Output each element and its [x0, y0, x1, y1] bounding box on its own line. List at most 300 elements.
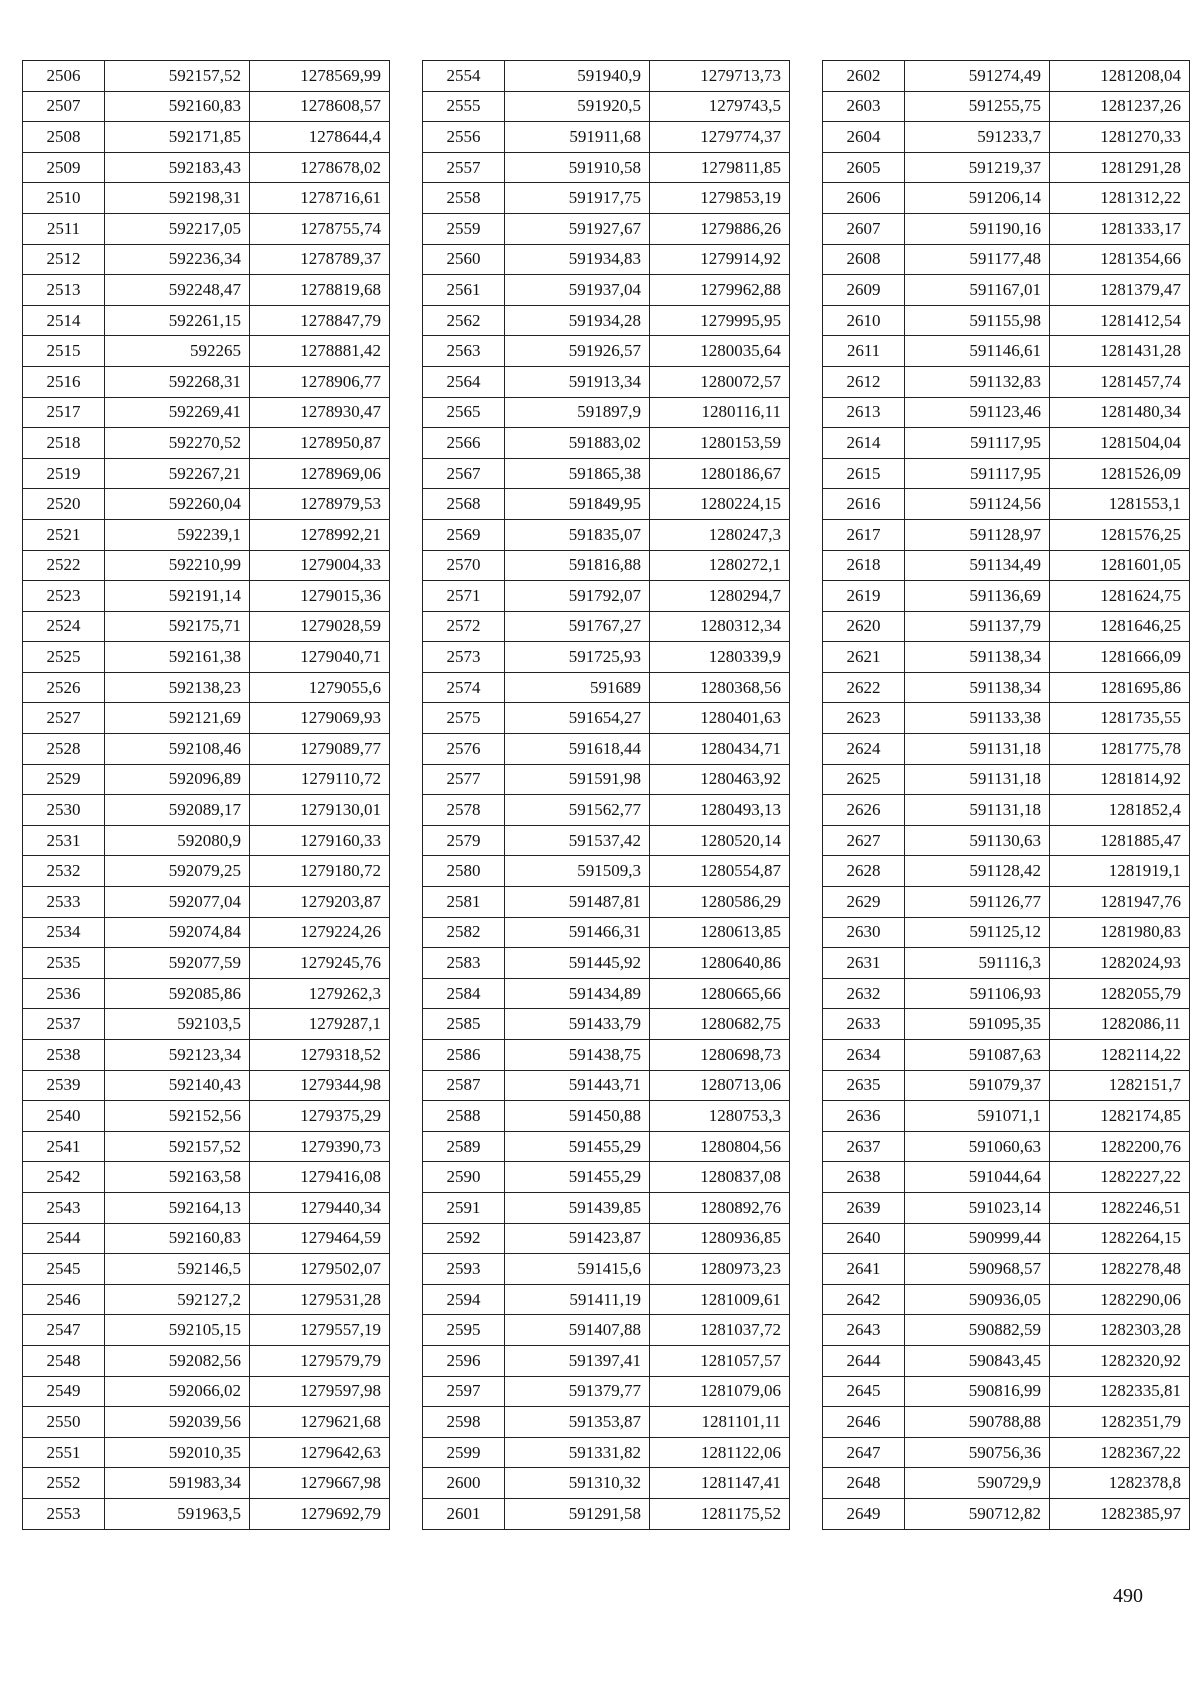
y-coordinate-cell: 1282385,97 [1050, 1498, 1190, 1529]
y-coordinate-cell: 1279557,19 [250, 1315, 390, 1346]
x-coordinate-cell: 591654,27 [505, 703, 650, 734]
y-coordinate-cell: 1280682,75 [650, 1009, 790, 1040]
y-coordinate-cell: 1278930,47 [250, 397, 390, 428]
x-coordinate-cell: 591509,3 [505, 856, 650, 887]
point-number-cell: 2626 [823, 795, 905, 826]
y-coordinate-cell: 1281919,1 [1050, 856, 1190, 887]
x-coordinate-cell: 592080,9 [105, 825, 250, 856]
y-coordinate-cell: 1280153,59 [650, 428, 790, 459]
y-coordinate-cell: 1279692,79 [250, 1498, 390, 1529]
point-number-cell: 2516 [23, 366, 105, 397]
table-row [823, 1284, 1190, 1315]
x-coordinate-cell: 590729,9 [905, 1468, 1050, 1499]
point-number-cell: 2601 [423, 1498, 505, 1529]
x-coordinate-cell: 591591,98 [505, 764, 650, 795]
x-coordinate-cell: 591792,07 [505, 581, 650, 612]
table-row [23, 61, 390, 92]
table-row [23, 1468, 390, 1499]
y-coordinate-cell: 1281312,22 [1050, 183, 1190, 214]
x-coordinate-cell: 591128,97 [905, 519, 1050, 550]
point-number-cell: 2567 [423, 458, 505, 489]
x-coordinate-cell: 591439,85 [505, 1192, 650, 1223]
table-row [23, 795, 390, 826]
y-coordinate-cell: 1280247,3 [650, 519, 790, 550]
point-number-cell: 2615 [823, 458, 905, 489]
point-number-cell: 2561 [423, 275, 505, 306]
point-number-cell: 2649 [823, 1498, 905, 1529]
x-coordinate-cell: 591136,69 [905, 581, 1050, 612]
table-row [423, 428, 790, 459]
x-coordinate-cell: 591934,28 [505, 305, 650, 336]
point-number-cell: 2531 [23, 825, 105, 856]
x-coordinate-cell: 591910,58 [505, 152, 650, 183]
y-coordinate-cell: 1278979,53 [250, 489, 390, 520]
x-coordinate-cell: 592079,25 [105, 856, 250, 887]
x-coordinate-cell: 591963,5 [105, 1498, 250, 1529]
y-coordinate-cell: 1280613,85 [650, 917, 790, 948]
point-number-cell: 2513 [23, 275, 105, 306]
point-number-cell: 2634 [823, 1040, 905, 1071]
x-coordinate-cell: 592164,13 [105, 1192, 250, 1223]
x-coordinate-cell: 590936,05 [905, 1284, 1050, 1315]
table-row [23, 978, 390, 1009]
table-row [423, 1468, 790, 1499]
point-number-cell: 2619 [823, 581, 905, 612]
table-row [823, 1162, 1190, 1193]
x-coordinate-cell: 592269,41 [105, 397, 250, 428]
x-coordinate-cell: 591865,38 [505, 458, 650, 489]
x-coordinate-cell: 591443,71 [505, 1070, 650, 1101]
y-coordinate-cell: 1279110,72 [250, 764, 390, 795]
y-coordinate-cell: 1280368,56 [650, 672, 790, 703]
table-row [823, 1376, 1190, 1407]
table-row [23, 1376, 390, 1407]
y-coordinate-cell: 1280753,3 [650, 1101, 790, 1132]
table-row [23, 1407, 390, 1438]
point-number-cell: 2583 [423, 948, 505, 979]
point-number-cell: 2577 [423, 764, 505, 795]
table-row [823, 275, 1190, 306]
x-coordinate-cell: 591407,88 [505, 1315, 650, 1346]
point-number-cell: 2607 [823, 213, 905, 244]
point-number-cell: 2538 [23, 1040, 105, 1071]
y-coordinate-cell: 1280837,08 [650, 1162, 790, 1193]
x-coordinate-cell: 591911,68 [505, 122, 650, 153]
x-coordinate-cell: 591146,61 [905, 336, 1050, 367]
point-number-cell: 2518 [23, 428, 105, 459]
point-number-cell: 2585 [423, 1009, 505, 1040]
y-coordinate-cell: 1282246,51 [1050, 1192, 1190, 1223]
y-coordinate-cell: 1280463,92 [650, 764, 790, 795]
point-number-cell: 2589 [423, 1131, 505, 1162]
point-number-cell: 2511 [23, 213, 105, 244]
coordinate-table-1 [22, 60, 390, 1530]
y-coordinate-cell: 1280186,67 [650, 458, 790, 489]
table-row [823, 183, 1190, 214]
x-coordinate-cell: 591274,49 [905, 61, 1050, 92]
table-row [423, 581, 790, 612]
table-row [23, 1254, 390, 1285]
y-coordinate-cell: 1278881,42 [250, 336, 390, 367]
point-number-cell: 2632 [823, 978, 905, 1009]
y-coordinate-cell: 1281208,04 [1050, 61, 1190, 92]
y-coordinate-cell: 1279464,59 [250, 1223, 390, 1254]
x-coordinate-cell: 592183,43 [105, 152, 250, 183]
point-number-cell: 2555 [423, 91, 505, 122]
y-coordinate-cell: 1281101,11 [650, 1407, 790, 1438]
point-number-cell: 2542 [23, 1162, 105, 1193]
x-coordinate-cell: 591138,34 [905, 642, 1050, 673]
table-row [23, 366, 390, 397]
table-row [823, 978, 1190, 1009]
table-row [823, 1345, 1190, 1376]
point-number-cell: 2517 [23, 397, 105, 428]
x-coordinate-cell: 592089,17 [105, 795, 250, 826]
table-row [823, 428, 1190, 459]
point-number-cell: 2647 [823, 1437, 905, 1468]
table-row [23, 428, 390, 459]
table-row [423, 795, 790, 826]
y-coordinate-cell: 1281980,83 [1050, 917, 1190, 948]
y-coordinate-cell: 1280665,66 [650, 978, 790, 1009]
x-coordinate-cell: 592160,83 [105, 1223, 250, 1254]
y-coordinate-cell: 1281122,06 [650, 1437, 790, 1468]
table-row [423, 1131, 790, 1162]
point-number-cell: 2553 [23, 1498, 105, 1529]
point-number-cell: 2552 [23, 1468, 105, 1499]
x-coordinate-cell: 592123,34 [105, 1040, 250, 1071]
table-row [23, 672, 390, 703]
x-coordinate-cell: 592077,59 [105, 948, 250, 979]
x-coordinate-cell: 591434,89 [505, 978, 650, 1009]
y-coordinate-cell: 1279440,34 [250, 1192, 390, 1223]
y-coordinate-cell: 1280892,76 [650, 1192, 790, 1223]
table-row [23, 948, 390, 979]
x-coordinate-cell: 591131,18 [905, 764, 1050, 795]
x-coordinate-cell: 592198,31 [105, 183, 250, 214]
table-row [823, 703, 1190, 734]
point-number-cell: 2602 [823, 61, 905, 92]
point-number-cell: 2554 [423, 61, 505, 92]
x-coordinate-cell: 591167,01 [905, 275, 1050, 306]
x-coordinate-cell: 591117,95 [905, 428, 1050, 459]
x-coordinate-cell: 591124,56 [905, 489, 1050, 520]
point-number-cell: 2638 [823, 1162, 905, 1193]
y-coordinate-cell: 1280294,7 [650, 581, 790, 612]
x-coordinate-cell: 591445,92 [505, 948, 650, 979]
table-row [823, 397, 1190, 428]
x-coordinate-cell: 592103,5 [105, 1009, 250, 1040]
x-coordinate-cell: 592108,46 [105, 734, 250, 765]
point-number-cell: 2637 [823, 1131, 905, 1162]
x-coordinate-cell: 591816,88 [505, 550, 650, 581]
x-coordinate-cell: 591071,1 [905, 1101, 1050, 1132]
y-coordinate-cell: 1281237,26 [1050, 91, 1190, 122]
table-row [23, 244, 390, 275]
y-coordinate-cell: 1282024,93 [1050, 948, 1190, 979]
x-coordinate-cell: 591423,87 [505, 1223, 650, 1254]
y-coordinate-cell: 1279180,72 [250, 856, 390, 887]
y-coordinate-cell: 1282378,8 [1050, 1468, 1190, 1499]
y-coordinate-cell: 1281695,86 [1050, 672, 1190, 703]
table-row [423, 887, 790, 918]
point-number-cell: 2546 [23, 1284, 105, 1315]
x-coordinate-cell: 591883,02 [505, 428, 650, 459]
table-row [23, 1070, 390, 1101]
point-number-cell: 2535 [23, 948, 105, 979]
y-coordinate-cell: 1282367,22 [1050, 1437, 1190, 1468]
point-number-cell: 2611 [823, 336, 905, 367]
table-row [423, 1437, 790, 1468]
point-number-cell: 2515 [23, 336, 105, 367]
y-coordinate-cell: 1281037,72 [650, 1315, 790, 1346]
table-row [823, 825, 1190, 856]
x-coordinate-cell: 592039,56 [105, 1407, 250, 1438]
y-coordinate-cell: 1281057,57 [650, 1345, 790, 1376]
x-coordinate-cell: 591450,88 [505, 1101, 650, 1132]
x-coordinate-cell: 590843,45 [905, 1345, 1050, 1376]
point-number-cell: 2648 [823, 1468, 905, 1499]
x-coordinate-cell: 591079,37 [905, 1070, 1050, 1101]
y-coordinate-cell: 1278716,61 [250, 183, 390, 214]
x-coordinate-cell: 592105,15 [105, 1315, 250, 1346]
x-coordinate-cell: 591455,29 [505, 1162, 650, 1193]
point-number-cell: 2603 [823, 91, 905, 122]
point-number-cell: 2586 [423, 1040, 505, 1071]
point-number-cell: 2539 [23, 1070, 105, 1101]
table-row [23, 642, 390, 673]
y-coordinate-cell: 1281646,25 [1050, 611, 1190, 642]
point-number-cell: 2528 [23, 734, 105, 765]
point-number-cell: 2622 [823, 672, 905, 703]
point-number-cell: 2571 [423, 581, 505, 612]
y-coordinate-cell: 1279642,63 [250, 1437, 390, 1468]
x-coordinate-cell: 591060,63 [905, 1131, 1050, 1162]
table-row [23, 213, 390, 244]
point-number-cell: 2537 [23, 1009, 105, 1040]
point-number-cell: 2550 [23, 1407, 105, 1438]
x-coordinate-cell: 591983,34 [105, 1468, 250, 1499]
table-row [423, 1162, 790, 1193]
x-coordinate-cell: 591934,83 [505, 244, 650, 275]
y-coordinate-cell: 1282278,48 [1050, 1254, 1190, 1285]
x-coordinate-cell: 591920,5 [505, 91, 650, 122]
y-coordinate-cell: 1282320,92 [1050, 1345, 1190, 1376]
point-number-cell: 2639 [823, 1192, 905, 1223]
x-coordinate-cell: 591138,34 [905, 672, 1050, 703]
table-row [423, 244, 790, 275]
x-coordinate-cell: 592210,99 [105, 550, 250, 581]
y-coordinate-cell: 1278678,02 [250, 152, 390, 183]
point-number-cell: 2604 [823, 122, 905, 153]
y-coordinate-cell: 1282335,81 [1050, 1376, 1190, 1407]
table-row [23, 825, 390, 856]
point-number-cell: 2582 [423, 917, 505, 948]
y-coordinate-cell: 1279375,29 [250, 1101, 390, 1132]
table-row [823, 642, 1190, 673]
table-row [23, 1192, 390, 1223]
x-coordinate-cell: 591397,41 [505, 1345, 650, 1376]
y-coordinate-cell: 1282303,28 [1050, 1315, 1190, 1346]
point-number-cell: 2562 [423, 305, 505, 336]
y-coordinate-cell: 1279531,28 [250, 1284, 390, 1315]
y-coordinate-cell: 1279318,52 [250, 1040, 390, 1071]
y-coordinate-cell: 1279502,07 [250, 1254, 390, 1285]
point-number-cell: 2568 [423, 489, 505, 520]
x-coordinate-cell: 591177,48 [905, 244, 1050, 275]
point-number-cell: 2547 [23, 1315, 105, 1346]
point-number-cell: 2608 [823, 244, 905, 275]
y-coordinate-cell: 1279416,08 [250, 1162, 390, 1193]
x-coordinate-cell: 591917,75 [505, 183, 650, 214]
point-number-cell: 2587 [423, 1070, 505, 1101]
x-coordinate-cell: 591132,83 [905, 366, 1050, 397]
y-coordinate-cell: 1281852,4 [1050, 795, 1190, 826]
y-coordinate-cell: 1279203,87 [250, 887, 390, 918]
table-row [823, 489, 1190, 520]
table-row [823, 611, 1190, 642]
x-coordinate-cell: 591134,49 [905, 550, 1050, 581]
table-row [423, 122, 790, 153]
table-row [23, 1284, 390, 1315]
point-number-cell: 2595 [423, 1315, 505, 1346]
x-coordinate-cell: 592066,02 [105, 1376, 250, 1407]
point-number-cell: 2519 [23, 458, 105, 489]
y-coordinate-cell: 1279774,37 [650, 122, 790, 153]
table-row [823, 1498, 1190, 1529]
y-coordinate-cell: 1281480,34 [1050, 397, 1190, 428]
y-coordinate-cell: 1281333,17 [1050, 213, 1190, 244]
table-row [823, 672, 1190, 703]
point-number-cell: 2566 [423, 428, 505, 459]
x-coordinate-cell: 590999,44 [905, 1223, 1050, 1254]
x-coordinate-cell: 592121,69 [105, 703, 250, 734]
x-coordinate-cell: 591131,18 [905, 795, 1050, 826]
y-coordinate-cell: 1279914,92 [650, 244, 790, 275]
y-coordinate-cell: 1278906,77 [250, 366, 390, 397]
coordinate-table-3 [822, 60, 1190, 1530]
x-coordinate-cell: 591725,93 [505, 642, 650, 673]
point-number-cell: 2605 [823, 152, 905, 183]
y-coordinate-cell: 1278819,68 [250, 275, 390, 306]
y-coordinate-cell: 1280272,1 [650, 550, 790, 581]
table-row [423, 764, 790, 795]
x-coordinate-cell: 592082,56 [105, 1345, 250, 1376]
table-row [23, 550, 390, 581]
y-coordinate-cell: 1280804,56 [650, 1131, 790, 1162]
point-number-cell: 2569 [423, 519, 505, 550]
point-number-cell: 2507 [23, 91, 105, 122]
table-row [823, 948, 1190, 979]
table-row [823, 1131, 1190, 1162]
y-coordinate-cell: 1281504,04 [1050, 428, 1190, 459]
table-row [23, 703, 390, 734]
y-coordinate-cell: 1281354,66 [1050, 244, 1190, 275]
y-coordinate-cell: 1278969,06 [250, 458, 390, 489]
x-coordinate-cell: 591131,18 [905, 734, 1050, 765]
y-coordinate-cell: 1281885,47 [1050, 825, 1190, 856]
point-number-cell: 2558 [423, 183, 505, 214]
table-row [423, 1192, 790, 1223]
y-coordinate-cell: 1279069,93 [250, 703, 390, 734]
table-row [23, 91, 390, 122]
y-coordinate-cell: 1279224,26 [250, 917, 390, 948]
table-row [823, 458, 1190, 489]
point-number-cell: 2533 [23, 887, 105, 918]
point-number-cell: 2572 [423, 611, 505, 642]
table-row [423, 1315, 790, 1346]
point-number-cell: 2588 [423, 1101, 505, 1132]
point-number-cell: 2598 [423, 1407, 505, 1438]
y-coordinate-cell: 1279962,88 [650, 275, 790, 306]
y-coordinate-cell: 1279743,5 [650, 91, 790, 122]
table-row [423, 519, 790, 550]
y-coordinate-cell: 1279621,68 [250, 1407, 390, 1438]
point-number-cell: 2523 [23, 581, 105, 612]
table-row [23, 764, 390, 795]
point-number-cell: 2526 [23, 672, 105, 703]
table-row [823, 1254, 1190, 1285]
table-row [823, 1315, 1190, 1346]
point-number-cell: 2565 [423, 397, 505, 428]
y-coordinate-cell: 1278569,99 [250, 61, 390, 92]
x-coordinate-cell: 591835,07 [505, 519, 650, 550]
y-coordinate-cell: 1279811,85 [650, 152, 790, 183]
table-row [423, 489, 790, 520]
y-coordinate-cell: 1279004,33 [250, 550, 390, 581]
x-coordinate-cell: 592236,34 [105, 244, 250, 275]
point-number-cell: 2514 [23, 305, 105, 336]
table-row [423, 458, 790, 489]
x-coordinate-cell: 592175,71 [105, 611, 250, 642]
x-coordinate-cell: 591415,6 [505, 1254, 650, 1285]
x-coordinate-cell: 592146,5 [105, 1254, 250, 1285]
table-row [23, 1345, 390, 1376]
x-coordinate-cell: 592191,14 [105, 581, 250, 612]
point-number-cell: 2644 [823, 1345, 905, 1376]
point-number-cell: 2631 [823, 948, 905, 979]
table-row [823, 1101, 1190, 1132]
table-row [823, 1407, 1190, 1438]
table-row [423, 917, 790, 948]
x-coordinate-cell: 591219,37 [905, 152, 1050, 183]
table-row [23, 1223, 390, 1254]
y-coordinate-cell: 1279130,01 [250, 795, 390, 826]
y-coordinate-cell: 1279667,98 [250, 1468, 390, 1499]
table-row [23, 1162, 390, 1193]
y-coordinate-cell: 1281379,47 [1050, 275, 1190, 306]
point-number-cell: 2527 [23, 703, 105, 734]
point-number-cell: 2646 [823, 1407, 905, 1438]
x-coordinate-cell: 591379,77 [505, 1376, 650, 1407]
x-coordinate-cell: 592085,86 [105, 978, 250, 1009]
y-coordinate-cell: 1282114,22 [1050, 1040, 1190, 1071]
y-coordinate-cell: 1280401,63 [650, 703, 790, 734]
point-number-cell: 2540 [23, 1101, 105, 1132]
y-coordinate-cell: 1281666,09 [1050, 642, 1190, 673]
point-number-cell: 2596 [423, 1345, 505, 1376]
x-coordinate-cell: 591433,79 [505, 1009, 650, 1040]
point-number-cell: 2641 [823, 1254, 905, 1285]
x-coordinate-cell: 591913,34 [505, 366, 650, 397]
point-number-cell: 2623 [823, 703, 905, 734]
x-coordinate-cell: 591137,79 [905, 611, 1050, 642]
table-row [423, 611, 790, 642]
table-row [423, 183, 790, 214]
table-row [423, 366, 790, 397]
table-row [23, 1437, 390, 1468]
table-row [823, 1040, 1190, 1071]
